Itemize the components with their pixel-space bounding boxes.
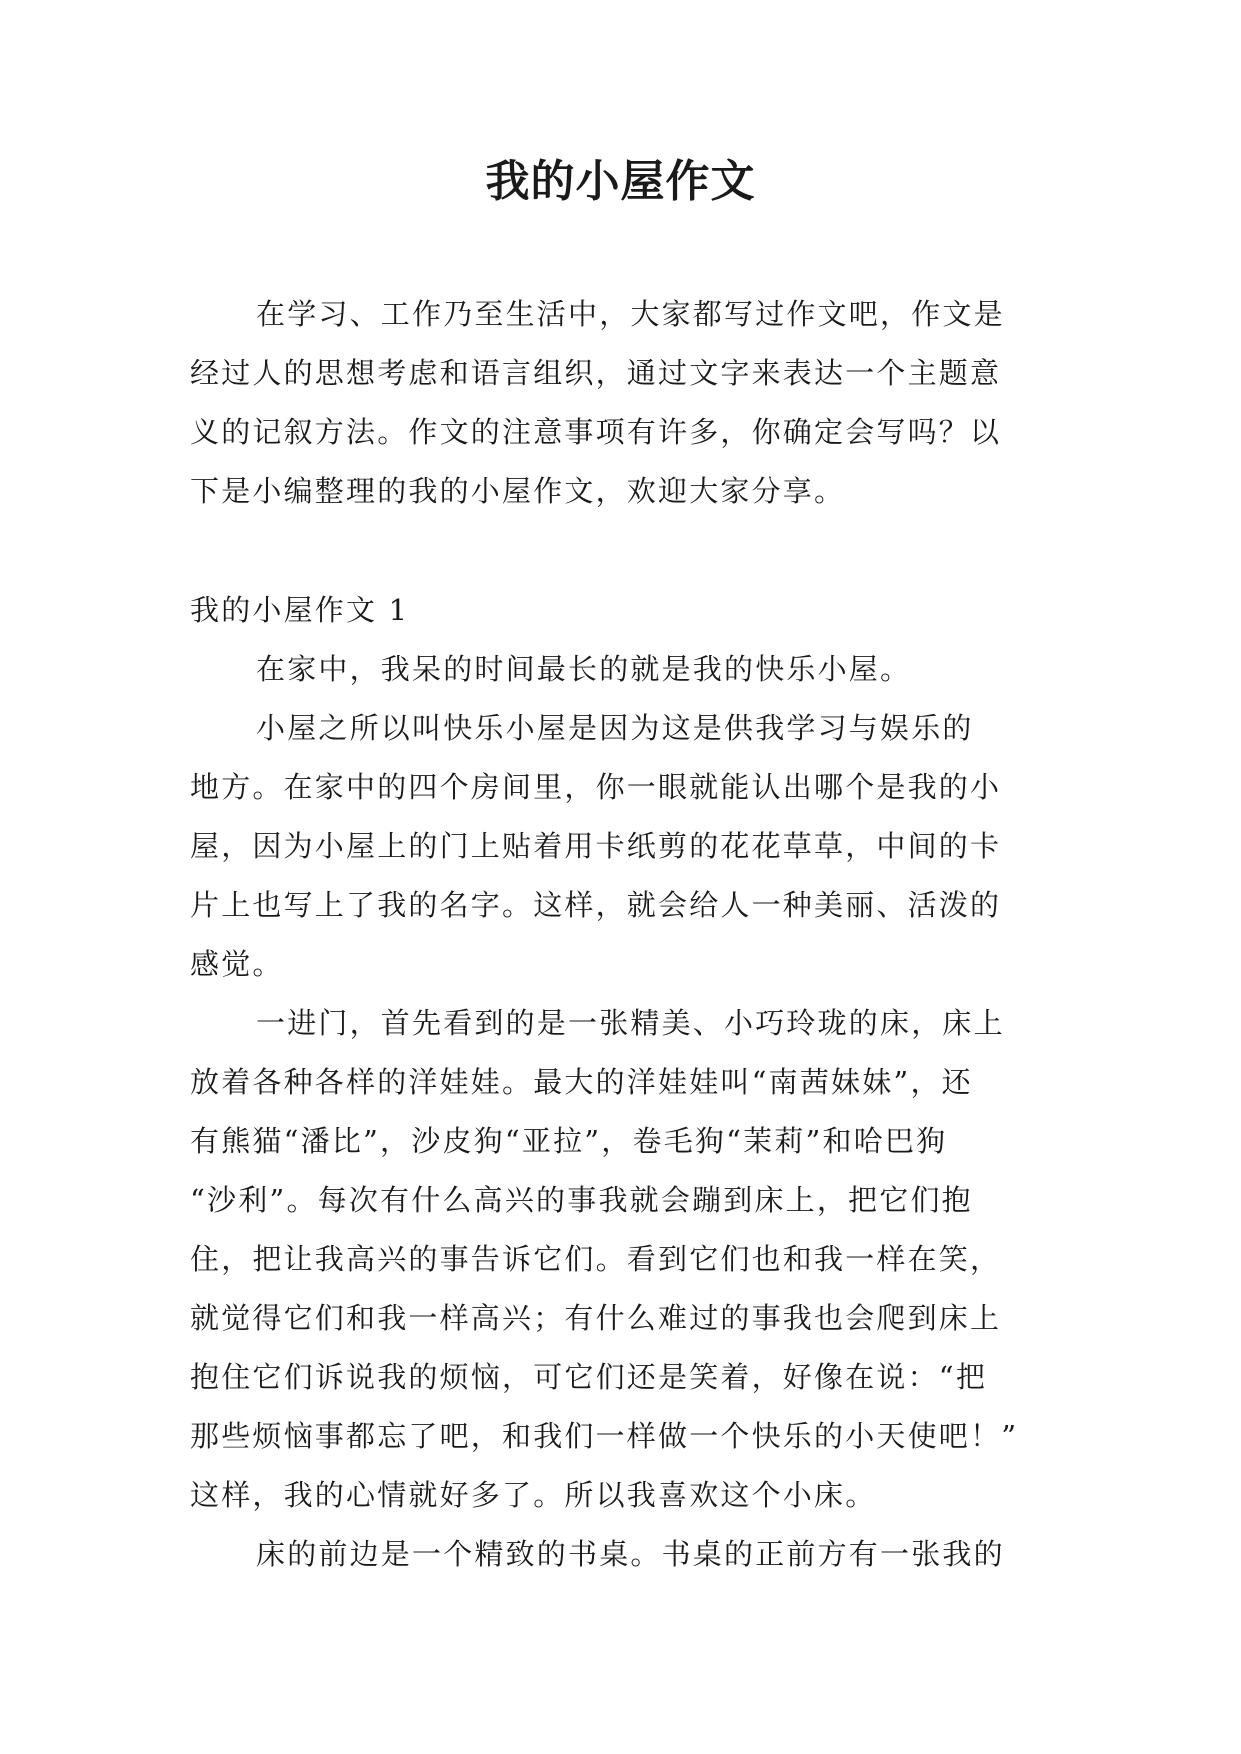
paragraph-4: [190, 1525, 1060, 1584]
paragraph-2: [190, 699, 1060, 994]
paragraph-3: [190, 994, 1060, 1525]
paragraph-spacer: [190, 521, 1060, 581]
section-heading: 我的小屋作文 1: [190, 593, 410, 627]
text-line: 感觉。: [190, 947, 284, 981]
text-line: 有熊猫“潘比”，沙皮狗“亚拉”，卷毛狗“茉莉”和哈巴狗: [190, 1124, 948, 1158]
text-line: “沙利”。每次有什么高兴的事我就会蹦到床上，把它们抱: [190, 1183, 973, 1217]
text-line: 抱住它们诉说我的烦恼，可它们还是笑着，好像在说：“把: [190, 1360, 988, 1394]
intro-paragraph: [190, 285, 1060, 521]
text-line: 经过人的思想考虑和语言组织，通过文字来表达一个主题意: [190, 356, 1002, 390]
text-line: 义的记叙方法。作文的注意事项有许多，你确定会写吗？以: [190, 415, 1002, 449]
text-line: 一进门，首先看到的是一张精美、小巧玲珑的床，床上: [256, 1006, 1005, 1040]
text-line: 床的前边是一个精致的书桌。书桌的正前方有一张我的: [256, 1537, 1005, 1571]
text-line: 屋，因为小屋上的门上贴着用卡纸剪的花花草草，中间的卡: [190, 829, 1002, 863]
text-line: 就觉得它们和我一样高兴；有什么难过的事我也会爬到床上: [190, 1301, 1002, 1335]
text-line: 地方。在家中的四个房间里，你一眼就能认出哪个是我的小: [190, 770, 1002, 804]
text-line: 住，把让我高兴的事告诉它们。看到它们也和我一样在笑，: [190, 1242, 1002, 1276]
text-line: 片上也写上了我的名字。这样，就会给人一种美丽、活泼的: [190, 888, 1002, 922]
paragraph-1: [190, 640, 1060, 699]
text-line: 小屋之所以叫快乐小屋是因为这是供我学习与娱乐的: [256, 711, 974, 745]
text-line: 这样，我的心情就好多了。所以我喜欢这个小床。: [190, 1478, 877, 1512]
text-line: 在家中，我呆的时间最长的就是我的快乐小屋。: [256, 652, 912, 686]
text-line: 在学习、工作乃至生活中，大家都写过作文吧，作文是: [256, 297, 1005, 331]
document-title: 我的小屋作文: [485, 156, 756, 207]
text-line: 放着各种各样的洋娃娃。最大的洋娃娃叫“南茜妹妹”，还: [190, 1065, 973, 1099]
text-line: 那些烦恼事都忘了吧，和我们一样做一个快乐的小天使吧！”: [190, 1419, 1019, 1453]
document-body: [190, 285, 1060, 1584]
text-line: 下是小编整理的我的小屋作文，欢迎大家分享。: [190, 474, 846, 508]
